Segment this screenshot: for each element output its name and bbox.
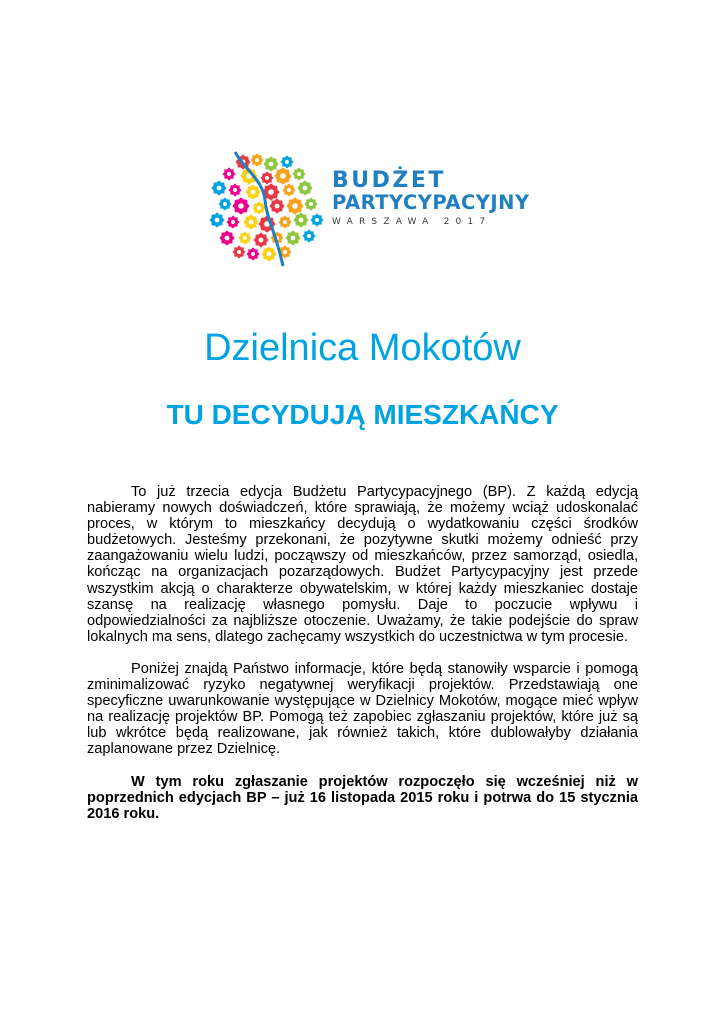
gear-icon (280, 155, 293, 168)
gear-icon (282, 183, 295, 196)
gear-icon (222, 167, 235, 180)
gear-icon (285, 230, 300, 245)
gear-icon (297, 180, 312, 195)
gear-icon (228, 183, 241, 196)
gear-icon (269, 198, 284, 213)
gears-map-icon (205, 150, 330, 268)
gear-icon (219, 230, 234, 245)
page-title: Dzielnica Mokotów (204, 327, 521, 369)
logo-line-warszawa: WARSZAWA 2017 (332, 217, 492, 227)
gear-icon (293, 212, 308, 227)
gear-icon (250, 153, 263, 166)
gear-icon (211, 180, 226, 195)
gear-icon (243, 214, 258, 229)
gear-icon (232, 197, 249, 214)
gear-icon (260, 171, 273, 184)
gear-icon (274, 167, 291, 184)
gear-icon (261, 246, 276, 261)
gear-icon (218, 197, 231, 210)
gear-icon (238, 231, 251, 244)
gear-icon (304, 197, 317, 210)
gear-icon (232, 245, 245, 258)
gear-icon (286, 197, 303, 214)
budzet-partycypacyjny-logo (205, 150, 565, 268)
page-subtitle: TU DECYDUJĄ MIESZKAŃCY (166, 399, 559, 430)
gear-icon (263, 156, 278, 171)
gear-icon (226, 215, 239, 228)
logo-line-budzet: BUDŻET (332, 168, 446, 193)
gear-icon (310, 213, 323, 226)
logo-line-partycypacyjny: PARTYCYPACYJNY (332, 191, 530, 214)
deadline-paragraph: W tym roku zgłaszanie projektów rozpoczęło się wcześniej niż w poprzednich edycjach BP – już 16 listopada 2015 roku i potrwa do 15 stycznia 2016 roku. (87, 773, 638, 822)
info-paragraph: Poniżej znajdą Państwo informacje, które będą stanowiły wsparcie i pomogą zminimalizować ryzyko negatywnej weryfikacji projektów. Przedstawiają one specyficzne uwarunkowanie występujące w Dzielnicy Mokotów, mogące mieć wpływ na realizację projektów BP. Pomogą też zapobiec zgłaszaniu projektów, które już są lub wkrótce będą realizowane, jak również takich, które dublowałyby działania zaplanowane przez Dzielnicę. (87, 660, 638, 758)
logo-wordmark (332, 170, 530, 228)
gear-icon (209, 212, 224, 227)
gear-icon (252, 201, 265, 214)
document-body (87, 484, 638, 838)
intro-paragraph: To już trzecia edycja Budżetu Partycypacyjnego (BP). Z każdą edycją nabieramy nowych doświadczeń, które sprawiają, że możemy wciąż udoskonalać proces, w którym to mieszkańcy decydują o wydatkowaniu części środków budżetowych. Jesteśmy przekonani, że pozytywne skutki możemy odnieść przy zaangażowaniu wielu ludzi, począwszy od mieszkańców, przez samorząd, osiedla, kończąc na organizacjach pozarządowych. Budżet Partycypacyjny jest przede wszystkim akcją o charakterze obywatelskim, w której każdy mieszkaniec dostaje szansę na realizację własnego pomysłu. Daje to poczucie wpływu i odpowiedzialności za najbliższe otoczenie. Uważamy, że takie podejście do spraw lokalnych ma sens, dlatego zachęcamy wszystkich do uczestnictwa w tym procesie. (87, 484, 638, 645)
gear-icon (292, 167, 305, 180)
gear-icon (246, 247, 259, 260)
gear-icon (253, 232, 268, 247)
gear-icon (245, 184, 260, 199)
gear-icon (302, 229, 315, 242)
gear-icon (278, 215, 291, 228)
